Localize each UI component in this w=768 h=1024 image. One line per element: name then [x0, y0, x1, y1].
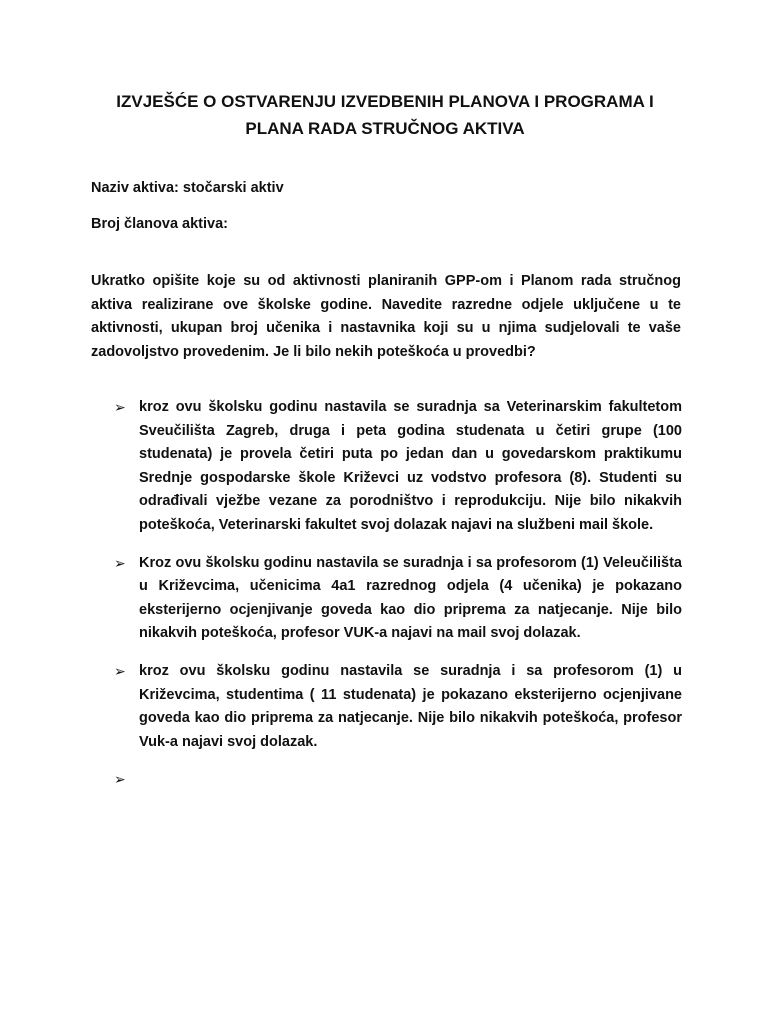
list-item	[114, 396, 682, 538]
title-line-2: PLANA RADA STRUČNOG AKTIVA	[245, 119, 525, 138]
title-line-1: IZVJEŠĆE O OSTVARENJU IZVEDBENIH PLANOVA I PROGRAMA I	[116, 92, 654, 111]
arrow-bullet-icon: ➢	[114, 662, 126, 679]
naziv-aktiva: Naziv aktiva: stočarski aktiv	[91, 180, 284, 196]
list-item-text: kroz ovu školsku godinu nastavila se suradnja i sa profesorom (1) u Križevcima, studentima ( 11 studenata) je pokazano eksterijerno ocjenjivane goveda kao dio priprema za natjecanje. Nije bilo nikakvih poteškoća, profesor Vuk-a najavi svoj dolazak.	[139, 662, 682, 750]
list-item-text	[139, 768, 682, 792]
broj-clanova-aktiva: Broj članova aktiva:	[91, 216, 228, 232]
list-item-empty	[114, 768, 682, 792]
arrow-bullet-icon: ➢	[114, 399, 126, 415]
arrow-bullet-icon: ➢	[114, 554, 126, 571]
question-paragraph: Ukratko opišite koje su od aktivnosti planiranih GPP-om i Planom rada stručnog aktiva realizirane ove školske godine. Navedite razredne odjele uključene u te aktivnosti, ukupan broj učenika i nastavnika koji su u njima sudjelovali te vaše zadovoljstvo provedenim. Je li bilo nekih poteškoća u provedbi?	[91, 273, 681, 360]
activity-list	[114, 396, 682, 806]
list-item-text: kroz ovu školsku godinu nastavila se suradnja sa Veterinarskim fakultetom Sveučilišta Zagreb, druga i peta godina studenata u četiri grupe (100 studenata) je provela četiri puta po jedan dan u govedarskom praktikumu Srednje gospodarske škole Križevci uz vodstvo profesora (8). Studenti su odrađivali vježbe vezane za porodništvo i reprodukciju. Nije bilo nikakvih poteškoća, Veterinarski fakultet svoj dolazak najavi na službeni mail škole.	[139, 399, 682, 533]
list-item	[114, 552, 682, 646]
list-item-text: Kroz ovu školsku godinu nastavila se suradnja i sa profesorom (1) Veleučilišta u Križevcima, učenicima 4a1 razrednog odjela (4 učenika) je pokazano eksterijerno ocjenjivanje goveda kao dio priprema za natjecanje. Nije bilo nikakvih poteškoća, profesor VUK-a najavi na mail svoj dolazak.	[139, 554, 682, 642]
arrow-bullet-icon: ➢	[114, 771, 126, 788]
list-item	[114, 660, 682, 754]
document-title	[80, 88, 690, 142]
